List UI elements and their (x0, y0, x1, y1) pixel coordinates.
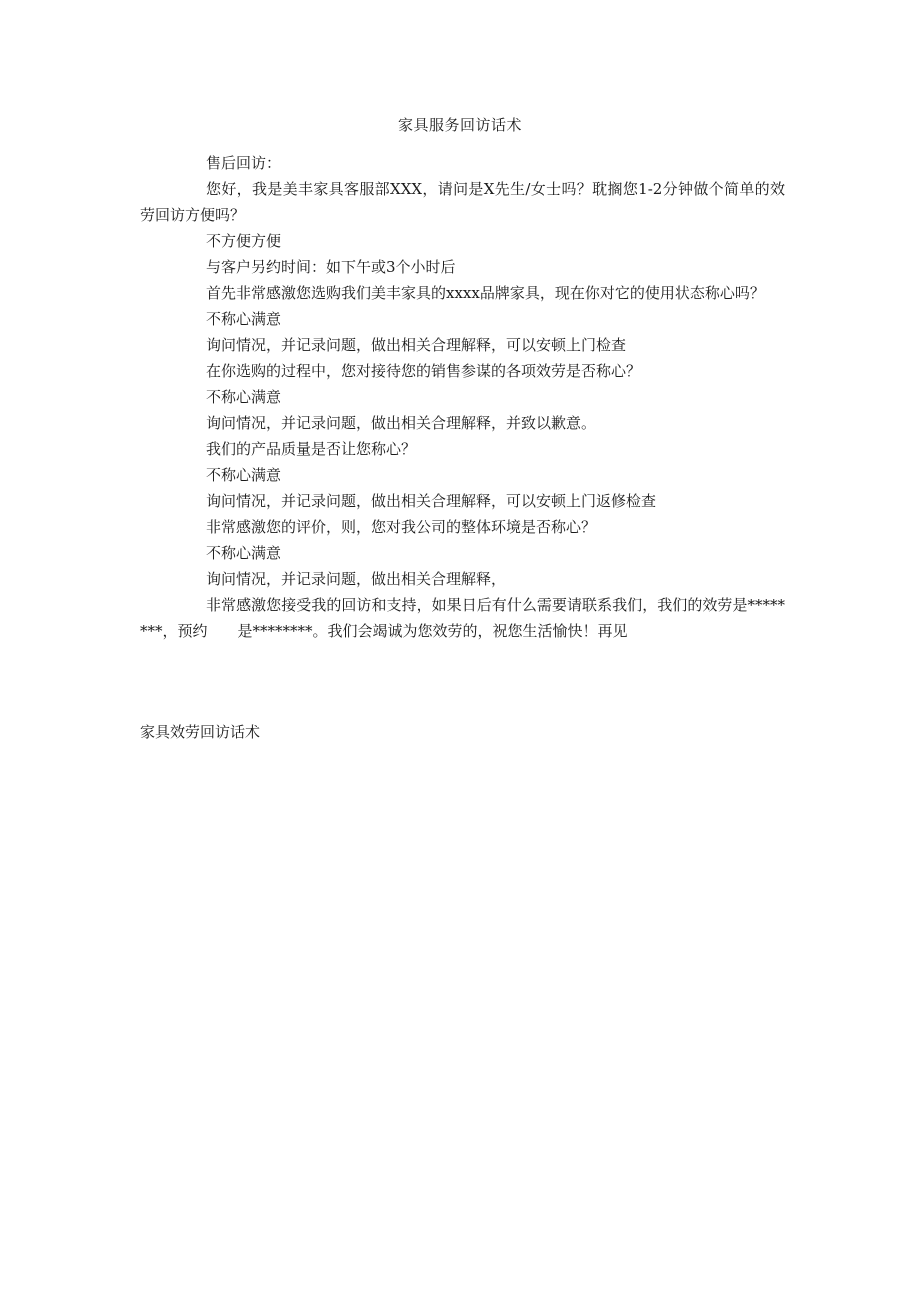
paragraph-after-sales-visit: 售后回访： (206, 154, 282, 172)
document-body (140, 150, 785, 644)
paragraph-satisfaction-option: 不称心满意 (206, 544, 282, 562)
paragraph-usage-question: 首先非常感激您选购我们美丰家具的xxxx品牌家具，现在你对它的使用状态称心吗？ (206, 284, 765, 302)
paragraph-inspection-response: 询问情况，并记录问题，做出相关合理解释，可以安顿上门检查 (206, 336, 627, 354)
paragraph-satisfaction-option: 不称心满意 (206, 310, 282, 328)
paragraph-satisfaction-option: 不称心满意 (206, 388, 282, 406)
paragraph-reschedule: 与客户另约时间：如下午或3个小时后 (206, 258, 456, 276)
paragraph-sales-service-question: 在你选购的过程中，您对接待您的销售参谋的各项效劳是否称心？ (206, 362, 642, 380)
paragraph-closing: 非常感激您接受我的回访和支持，如果日后有什么需要请联系我们，我们的效劳是********，预约 是********。我们会竭诚为您效劳的，祝您生活愉快！再见 (140, 596, 785, 640)
paragraph-apology-response: 询问情况，并记录问题，做出相关合理解释，并致以歉意。 (206, 414, 597, 432)
paragraph-satisfaction-option: 不称心满意 (206, 466, 282, 484)
paragraph-explanation-response: 询问情况，并记录问题，做出相关合理解释， (206, 570, 507, 588)
paragraph-greeting: 您好，我是美丰家具客服部XXX，请问是X先生/女士吗？耽搁您1-2分钟做个简单的效劳回访方便吗？ (140, 180, 785, 224)
document-title: 家具服务回访话术 (397, 116, 522, 134)
paragraph-environment-question: 非常感激您的评价，则，您对我公司的整体环境是否称心？ (206, 518, 597, 536)
paragraph-quality-question: 我们的产品质量是否让您称心？ (206, 440, 417, 458)
paragraph-convenience-option: 不方便方便 (206, 232, 282, 250)
footer-title: 家具效劳回访话术 (140, 723, 261, 741)
paragraph-repair-response: 询问情况，并记录问题，做出相关合理解释，可以安顿上门返修检查 (206, 492, 657, 510)
